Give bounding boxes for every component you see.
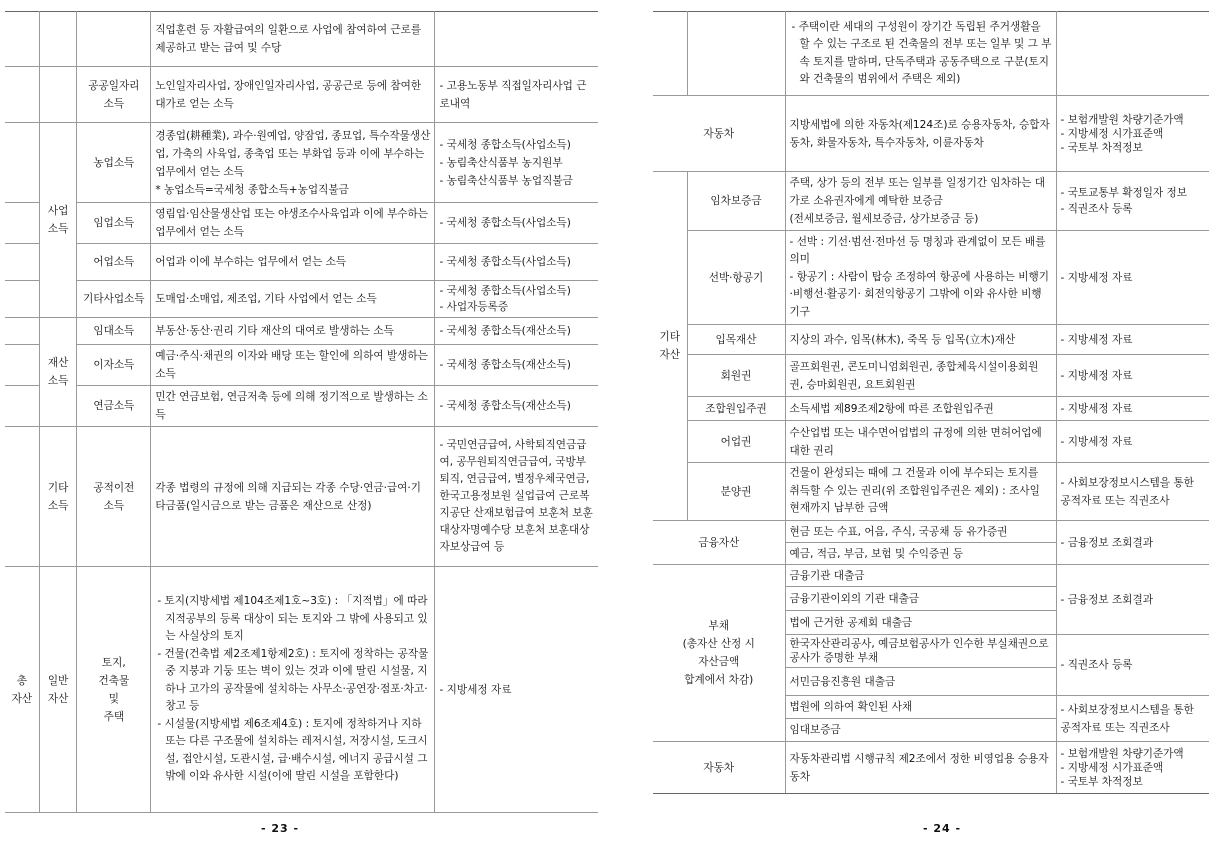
presale-right-desc: 건물이 완성되는 때에 그 건물과 이에 부수되는 토지를 취득할 수 있는 권리(위 조합원입주권은 제외) : 조사일 현재까지 납부한 금액	[785, 463, 1056, 521]
debt-src-1: - 금융정보 조회결과	[1056, 565, 1209, 635]
lease-deposit-label: 임차보증금	[687, 172, 785, 231]
total-assets-group-text: 총 자산	[11, 674, 33, 705]
public-transfer-income-src: - 국민연금급여, 사학퇴직연금급여, 공무원퇴직연금급여, 국방부퇴직, 연금급여, 별정우체국연금, 한국고용정보원 실업급여 근로복지공단 산재보험급여 보훈처 보훈대상자명예수당 보훈처 보훈대상자보상급여 등	[435, 427, 598, 567]
fishing-right-label: 어업권	[687, 421, 785, 463]
public-transfer-income-label	[77, 427, 151, 567]
other-income-group-text: 기타 소득	[47, 481, 69, 512]
blank-cell	[5, 244, 39, 281]
membership-desc: 골프회원권, 콘도미니엄회원권, 종합체육시설이용회원권, 승마회원권, 요트회원권	[785, 355, 1056, 397]
standing-tree-src: - 지방세정 자료	[1056, 325, 1209, 355]
rent-income-label: 임대소득	[77, 318, 151, 345]
blank-cell	[5, 427, 39, 567]
other-income-group	[39, 427, 77, 567]
land-building-text: 토지, 건축물 및 주택	[98, 656, 130, 723]
fishery-income-desc: 어업과 이에 부수하는 업무에서 얻는 소득	[151, 244, 435, 281]
blank-cell	[77, 12, 151, 67]
debt-item: 서민금융진흥원 대출금	[785, 668, 1056, 696]
blank-cell	[39, 12, 77, 67]
other-assets-group-text: 기타 자산	[659, 331, 680, 361]
general-assets-group	[39, 567, 77, 813]
property-income-group	[39, 318, 77, 427]
land-building-src: - 지방세정 자료	[435, 567, 598, 813]
car2-desc: 자동차관리법 시행규칙 제2조에서 정한 비영업용 승용자동차	[785, 742, 1056, 794]
financial-assets-label: 금융자산	[653, 521, 785, 565]
union-entry-desc: 소득세법 제89조제2항에 따른 조합원입주권	[785, 397, 1056, 421]
blank-cell	[5, 123, 39, 203]
income-asset-table-left	[5, 11, 598, 813]
land-building-desc	[151, 567, 435, 813]
interest-income-label: 이자소득	[77, 345, 151, 386]
farm-income-src: - 국세청 종합소득(사업소득) - 농림축산식품부 농지원부 - 농림축산식품부 농업직불금	[435, 123, 598, 203]
debt-item: 금융기관이외의 기관 대출금	[785, 587, 1056, 611]
total-assets-group	[5, 567, 39, 813]
presale-right-label: 분양권	[687, 463, 785, 521]
car-desc: 지방세법에 의한 자동차(제124조)로 승용자동차, 승합자동차, 화물자동차, 특수자동차, 이륜자동차	[785, 96, 1056, 172]
pension-income-label: 연금소득	[77, 386, 151, 427]
public-job-income-desc: 노인일자리사업, 장애인일자리사업, 공공근로 등에 참여한 대가로 얻는 소득	[151, 67, 435, 123]
interest-income-src: - 국세청 종합소득(재산소득)	[435, 345, 598, 386]
rent-income-desc: 부동산·동산·권리 기타 재산의 대여로 발생하는 소득	[151, 318, 435, 345]
blank-cell	[39, 67, 77, 123]
other-business-income-desc: 도매업·소매업, 제조업, 기타 사업에서 얻는 소득	[151, 281, 435, 318]
debt-item: 임대보증금	[785, 719, 1056, 742]
page-number: - 24 -	[923, 822, 962, 835]
debt-label-text: 부채 (총자산 산정 시 자산금액 합계에서 차감)	[682, 620, 755, 686]
car-src: - 보험개발원 차량기준가액 - 지방세정 시가표준액 - 국토부 차적정보	[1056, 96, 1209, 172]
property-income-group-text: 재산 소득	[47, 357, 69, 387]
union-entry-label: 조합원입주권	[687, 397, 785, 421]
farm-income-desc: 경종업(耕種業), 과수·원예업, 양잠업, 종묘업, 특수작물생산업, 가축의 사육업, 종축업 또는 부화업 등과 이에 부수하는 업무에서 얻는 소득 * 농업소득=국세청 종합소득+농업직불금	[151, 123, 435, 203]
car-label: 자동차	[653, 96, 785, 172]
lease-deposit-src: - 국토교통부 확정일자 정보 - 직권조사 등록	[1056, 172, 1209, 231]
forestry-income-desc: 영림업·임산물생산업 또는 야생조수사육업과 이에 부수하는 업무에서 얻는 소득	[151, 203, 435, 244]
union-entry-src: - 지방세정 자료	[1056, 397, 1209, 421]
debt-src-3: - 사회보장정보시스템을 통한 공적자료 또는 직권조사	[1056, 696, 1209, 742]
lease-deposit-desc: 주택, 상가 등의 전부 또는 일부를 일정기간 임차하는 대가로 소유권자에게 예탁한 보증금 (전세보증금, 월세보증금, 상가보증금 등)	[785, 172, 1056, 231]
fishery-income-label: 어업소득	[77, 244, 151, 281]
asset-table-right	[653, 11, 1209, 794]
other-business-income-src: - 국세청 종합소득(사업소득) - 사업자등록증	[435, 281, 598, 318]
blank-cell	[687, 12, 785, 96]
building-def: - 건물(건축법 제2조제1항제2호) : 토지에 정착하는 공작물 중 지붕과 기둥 또는 벽이 있는 것과 이에 딸린 시설물, 지하나 고가의 공작물에 설치하는 사무소·공연장·점포·차고·창고 등	[157, 647, 429, 713]
business-income-group	[39, 123, 77, 318]
blank-cell	[5, 345, 39, 386]
debt-item: 법에 근거한 공제회 대출금	[785, 611, 1056, 635]
rent-income-src: - 국세청 종합소득(재산소득)	[435, 318, 598, 345]
facility-def: - 시설물(지방세법 제6조제4호) : 토지에 정착하거나 지하 또는 다른 구조물에 설치하는 레저시설, 저장시설, 도크시설, 접안시설, 도관시설, 급·배수시설, 에너지 공급시설 그 밖에 이와 유사한 시설(이에 딸린 시설을 포함한다)	[157, 717, 428, 783]
public-transfer-income-text: 공적이전 소득	[93, 481, 135, 512]
self-support-desc: 직업훈련 등 자활급여의 일환으로 사업에 참여하여 근로를 제공하고 받는 급여 및 수당	[151, 12, 435, 67]
other-business-income-label: 기타사업소득	[77, 281, 151, 318]
land-def: - 토지(지방세법 제104조제1호~3호) : 「지적법」에 따라 지적공부의 등록 대상이 되는 토지와 그 밖에 사용되고 있는 사실상의 토지	[157, 595, 428, 643]
presale-right-src: - 사회보장정보시스템을 통한 공적자료 또는 직권조사	[1056, 463, 1209, 521]
standing-tree-desc: 지상의 과수, 임목(林木), 죽목 등 입목(立木)재산	[785, 325, 1056, 355]
blank-cell	[5, 12, 39, 67]
car2-src: - 보험개발원 차량기준가액 - 지방세정 시가표준액 - 국토부 차적정보	[1056, 742, 1209, 794]
public-job-income-text: 공공일자리 소득	[88, 79, 140, 110]
self-support-src	[435, 12, 598, 67]
general-assets-group-text: 일반 자산	[47, 674, 69, 705]
debt-src-2: - 직권조사 등록	[1056, 635, 1209, 696]
debt-item: 법원에 의하여 확인된 사채	[785, 696, 1056, 719]
public-job-income-src: - 고용노동부 직접일자리사업 근로내역	[435, 67, 598, 123]
forestry-income-label: 임업소득	[77, 203, 151, 244]
public-job-income-label	[77, 67, 151, 123]
financial-assets-desc-1: 현금 또는 수표, 어음, 주식, 국공채 등 유가증권	[785, 521, 1056, 543]
page-number: - 23 -	[261, 822, 300, 835]
blank-cell	[5, 281, 39, 318]
standing-tree-label: 입목재산	[687, 325, 785, 355]
blank-cell	[653, 12, 687, 96]
left-page	[5, 0, 598, 835]
financial-assets-src: - 금융정보 조회결과	[1056, 521, 1209, 565]
membership-label: 회원권	[687, 355, 785, 397]
business-income-group-text: 사업 소득	[47, 205, 69, 235]
fishing-right-desc: 수산업법 또는 내수면어업법의 규정에 의한 면허어업에 대한 권리	[785, 421, 1056, 463]
forestry-income-src: - 국세청 종합소득(사업소득)	[435, 203, 598, 244]
public-transfer-income-desc: 각종 법령의 규정에 의해 지급되는 각종 수당·연금·급여·기타금품(일시금으로 받는 금품은 재산으로 산정)	[151, 427, 435, 567]
blank-cell	[5, 318, 39, 345]
housing-desc-cont: - 주택이란 세대의 구성원이 장기간 독립된 주거생활을 할 수 있는 구조로 된 건축물의 전부 또는 일부 및 그 부속 토지를 말하며, 단독주택과 공동주택으로 구분(토지와 건축물의 범위에서 주택은 제외)	[785, 12, 1056, 96]
fishery-income-src: - 국세청 종합소득(사업소득)	[435, 244, 598, 281]
debt-item: 금융기관 대출금	[785, 565, 1056, 587]
fishing-right-src: - 지방세정 자료	[1056, 421, 1209, 463]
pension-income-src: - 국세청 종합소득(재산소득)	[435, 386, 598, 427]
land-building-label	[77, 567, 151, 813]
ship-aircraft-label: 선박·항공기	[687, 231, 785, 325]
membership-src: - 지방세정 자료	[1056, 355, 1209, 397]
ship-aircraft-src: - 지방세정 자료	[1056, 231, 1209, 325]
pension-income-desc: 민간 연금보험, 연금저축 등에 의해 정기적으로 발생하는 소득	[151, 386, 435, 427]
debt-item: 한국자산관리공사, 예금보험공사가 인수한 부실채권으로 공사가 증명한 부채	[785, 635, 1056, 668]
other-assets-group	[653, 172, 687, 521]
blank-cell	[1056, 12, 1209, 96]
ship-aircraft-desc: - 선박 : 기선·범선·전마선 등 명칭과 관계없이 모든 배를 의미 - 항공기 : 사람이 탑승 조정하여 항공에 사용하는 비행기·비행선·활공기· 회전익항공기 그밖에 이와 유사한 비행기구	[785, 231, 1056, 325]
blank-cell	[5, 203, 39, 244]
financial-assets-desc-2: 예금, 적금, 부금, 보험 및 수익증권 등	[785, 543, 1056, 565]
right-page	[653, 0, 1209, 835]
blank-cell	[5, 386, 39, 427]
car2-label: 자동차	[653, 742, 785, 794]
blank-cell	[5, 67, 39, 123]
interest-income-desc: 예금·주식·채권의 이자와 배당 또는 할인에 의하여 발생하는 소득	[151, 345, 435, 386]
farm-income-label: 농업소득	[77, 123, 151, 203]
debt-label	[653, 565, 785, 742]
